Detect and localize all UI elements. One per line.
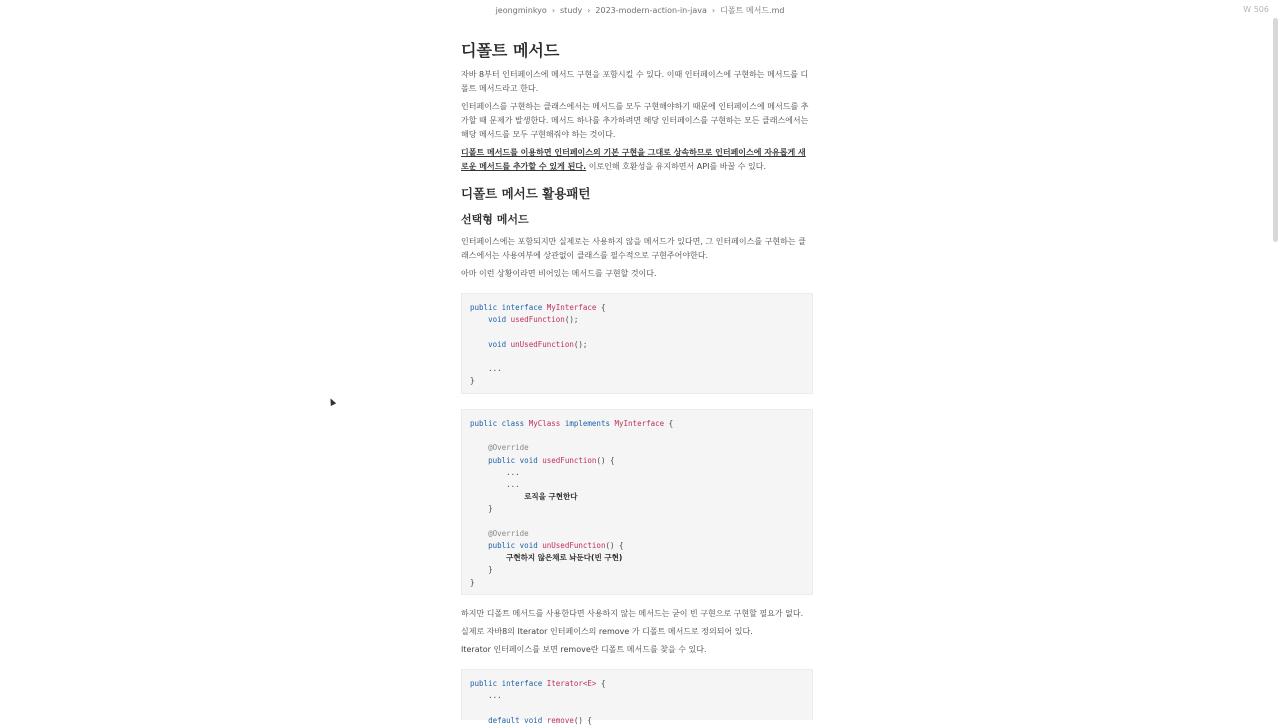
breadcrumb-item-subfolder[interactable]: 2023-modern-action-in-java	[595, 5, 707, 15]
intro-paragraph-3	[461, 146, 813, 174]
chevron-right-icon: ›	[711, 5, 716, 15]
breadcrumb	[0, 3, 1280, 17]
code-block-class: public class MyClass implements MyInterface { @Override public void usedFunction() { ... ... 로직을 구현한다 } @Override public void unUsedFunction() { 구현하지 않은채로 놔둔다(빈 구현) } }	[461, 409, 813, 595]
code-block-iterator: public interface Iterator<E> { ... default void remove() {	[461, 669, 813, 720]
code-block-interface: public interface MyInterface { void usedFunction(); void unUsedFunction(); ... }	[461, 293, 813, 394]
breadcrumb-item-owner[interactable]: jeongminkyo	[495, 5, 547, 15]
chevron-right-icon: ›	[587, 5, 591, 15]
after-paragraph-2: 실제로 자바8의 Iterator 인터페이스의 remove 가 디폴트 메서드로 정의되어 있다.	[461, 627, 753, 636]
section-heading-patterns: 디폴트 메서드 활용패턴	[461, 186, 591, 201]
chevron-right-icon: ›	[551, 5, 556, 15]
breadcrumb-item-folder[interactable]: study	[560, 5, 583, 15]
scrollbar[interactable]	[1273, 18, 1278, 242]
emphasis-text: 디폴트 메서드를 이용하면 인터페이스의 기본 구현을 그대로 상속하므로 인터페이스에 자유롭게 새로운 메서드를 추가할 수 있게 된다.	[461, 148, 806, 171]
optional-paragraph-2: 아마 이런 상황이라면 비어있는 메서드를 구현할 것이다.	[461, 269, 657, 278]
breadcrumb-item-file[interactable]: 디폴트 메서드.md	[720, 5, 785, 15]
word-count: W 506	[1243, 5, 1269, 14]
section-heading-optional: 선택형 메서드	[461, 213, 529, 226]
paragraph-text: 이로인해 호환성을 유지하면서 API를 바꿀 수 있다.	[586, 162, 766, 171]
mouse-cursor-icon	[328, 397, 336, 406]
intro-paragraph-1: 자바 8부터 인터페이스에 메서드 구현을 포함시킬 수 있다. 이때 인터페이스에 구현하는 메서드를 디폴트 메서드라고 한다.	[461, 70, 809, 93]
intro-paragraph-2: 인터페이스를 구현하는 클래스에서는 메서드를 모두 구현해야하기 때문에 인터페이스에 메서드를 추가할 때 문제가 발생한다. 메서드 하나를 추가하려면 해당 인터페이스를 구현하는 모든 클래스에서는 해당 메서드를 모두 구현해줘야 하는 것이다.	[461, 102, 809, 139]
optional-paragraph-1: 인터페이스에는 포함되지만 실제로는 사용하지 않을 메서드가 있다면, 그 인터페이스를 구현하는 클래스에서는 사용여부에 상관없이 클래스를 필수적으로 구현주어야한다.	[461, 237, 806, 260]
page-title: 디폴트 메서드	[461, 41, 560, 60]
after-paragraph-3: Iterator 인터페이스를 보면 remove란 디폴트 메서드를 찾을 수 있다.	[461, 645, 707, 654]
after-paragraph-1: 하지만 디폴트 메서드를 사용한다면 사용하지 않는 메서드는 굳이 빈 구현으로 구현할 필요가 없다.	[461, 609, 804, 618]
